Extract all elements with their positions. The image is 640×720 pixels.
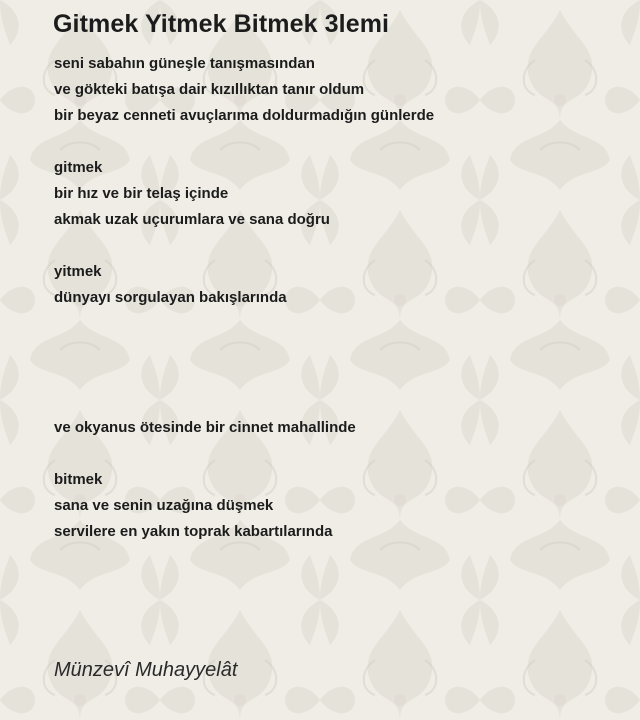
poem-author: Münzevî Muhayyelât (54, 659, 238, 681)
poem-body (54, 55, 614, 549)
poem-line: yitmek (54, 263, 102, 280)
poem-line: servilere en yakın toprak kabartılarında (54, 523, 333, 540)
stanza-break (54, 393, 614, 419)
stanza-break (54, 341, 614, 367)
poem-line: ve gökteki batışa dair kızıllıktan tanır oldum (54, 81, 365, 98)
stanza-break (54, 237, 614, 263)
poem-line: akmak uzak uçurumlara ve sana doğru (54, 211, 330, 228)
poem-line: dünyayı sorgulayan bakışlarında (54, 289, 287, 306)
stanza-break (54, 445, 614, 471)
poem-line: seni sabahın güneşle tanışmasından (54, 55, 315, 72)
stanza-break (54, 133, 614, 159)
poem-line: bitmek (54, 471, 103, 488)
stanza-break (54, 315, 614, 341)
poem-line: ve okyanus ötesinde bir cinnet mahallinde (54, 419, 356, 436)
stanza-break (54, 367, 614, 393)
poem-title: Gitmek Yitmek Bitmek 3lemi (53, 10, 390, 38)
poem-line: bir beyaz cenneti avuçlarıma doldurmadığın günlerde (54, 107, 435, 124)
poem-line: gitmek (54, 159, 103, 176)
poem-line: bir hız ve bir telaş içinde (54, 185, 229, 202)
poem-line: sana ve senin uzağına düşmek (54, 497, 274, 514)
